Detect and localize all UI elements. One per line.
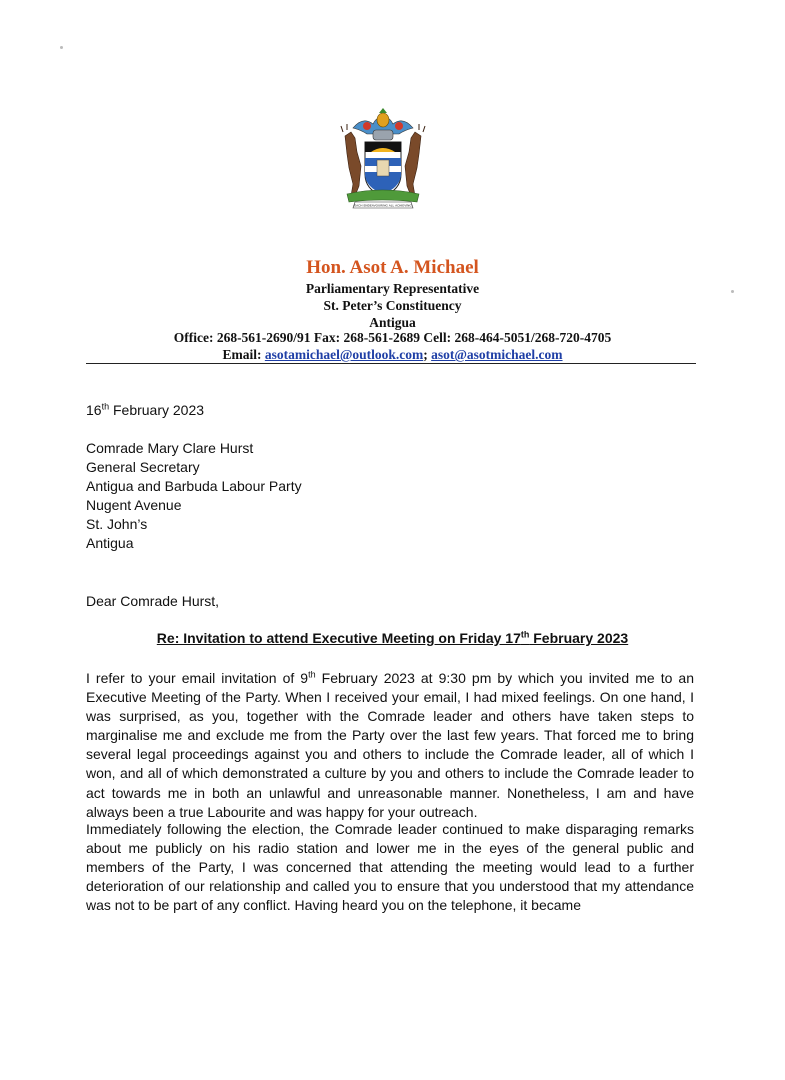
subject-line: Re: Invitation to attend Executive Meeting on Friday 17th February 2023 <box>156 629 629 646</box>
svg-text:EACH ENDEAVOURING ALL ACHIEVIN: EACH ENDEAVOURING ALL ACHIEVING <box>354 203 412 208</box>
recipient-address <box>86 439 302 553</box>
sender-name: Hon. Asot A. Michael <box>306 257 479 278</box>
recipient-line: Antigua and Barbuda Labour Party <box>86 478 302 494</box>
letterhead-rule <box>86 363 696 364</box>
recipient-line: Antigua <box>86 535 134 551</box>
coat-of-arms-icon <box>333 108 433 216</box>
email-label: Email: <box>222 347 265 362</box>
sender-contact-numbers: Office: 268-561-2690/91 Fax: 268-561-2689 Cell: 268-464-5051/268-720-4705 <box>173 330 612 345</box>
email-separator: ; <box>423 347 432 362</box>
body-paragraph-1: I refer to your email invitation of 9th February 2023 at 9:30 pm by which you invited me to an Executive Meeting of the Party. When I received your email, I had mixed feelings. On one hand, I was surprised, as you, together with the Comrade leader and others have taken steps to marginalise me and exclude me from the Party over the last few years. That forced me to bring several legal proceedings against you and others to include the Comrade leader, all of which I won, and all of which demonstrated a culture by you and others to include the Comrade leader to act towards me in both an unlawful and unreasonable manner. Nonetheless, I am and have always been a true Labourite and was happy for your outreach. <box>86 669 694 820</box>
email-link-1[interactable]: asotamichael@outlook.com <box>264 347 424 362</box>
letter-date: 16th February 2023 <box>86 401 205 418</box>
body-paragraph-2: Immediately following the election, the Comrade leader continued to make disparaging remarks about me publicly on his radio station and lower me in the eyes of the general public and members of the Party, I was concerned that attending the meeting would lead to a further deterioration of our relationship and called you to ensure that you understood that my attendance was not to be part of any conflict. Having heard you on the telephone, it became <box>86 821 694 914</box>
recipient-line: Nugent Avenue <box>86 497 182 513</box>
salutation: Dear Comrade Hurst, <box>86 593 220 609</box>
sender-title: Parliamentary Representative <box>305 281 480 296</box>
email-link-2[interactable]: asot@asotmichael.com <box>431 347 563 362</box>
recipient-line: General Secretary <box>86 459 200 475</box>
sender-country: Antigua <box>369 315 416 330</box>
scan-speck <box>731 290 734 293</box>
recipient-line: Comrade Mary Clare Hurst <box>86 440 254 456</box>
scan-speck <box>60 46 63 49</box>
sender-constituency: St. Peter’s Constituency <box>323 298 462 313</box>
sender-email-line <box>0 347 785 363</box>
recipient-line: St. John’s <box>86 516 148 532</box>
